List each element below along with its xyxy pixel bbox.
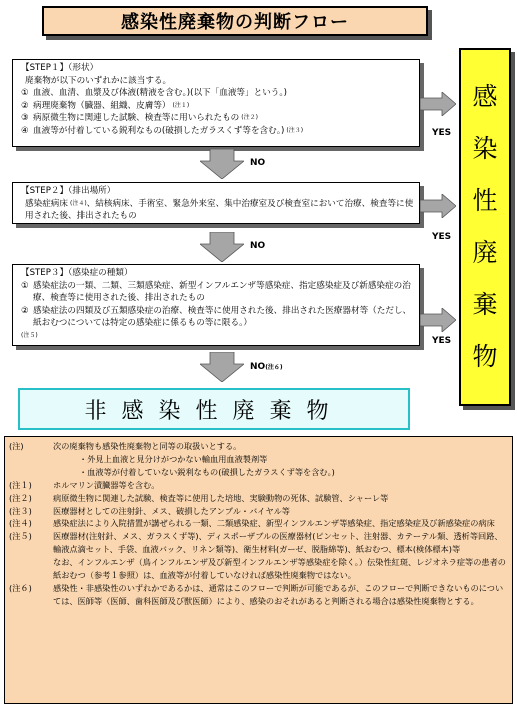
yes-label: YES	[432, 336, 452, 346]
down-arrow-icon	[200, 149, 244, 179]
infectious-char: 感	[472, 82, 498, 111]
step1-item: ④ 血液等が付着している鋭利なもの(破損したガラスくず等を含む。) (注３)	[21, 125, 304, 136]
non-infectious-waste-box: 非感染性廃棄物	[18, 388, 410, 430]
note-row: ・外見上血液と見分けがつかない輸血用血液製剤等	[79, 453, 268, 464]
step3-item: ① 感染症法の一類、二類、三類感染症、新型インフルエンザ等感染症、指定感染症及び新感染症の治療、検査等に使用された後、排出されたもの	[21, 280, 411, 304]
step3-note: (注５)	[21, 331, 38, 339]
step3-box	[12, 264, 420, 346]
step1-header: 【STEP１】（形状）	[21, 63, 99, 73]
step2-box	[12, 182, 420, 224]
note-row: なお、インフルエンザ（鳥インフルエンザ及び新型インフルエンザ等感染症を除く。）伝染性紅斑、レジオネラ症等の患者の紙おむつ（参考１参照）は、血液等が付着していなければ感染性廃棄物ではない。	[53, 557, 506, 581]
step2-text: 感染症病床 $^{(注4)}$、結核病床、手術室、緊急外来室、集中治療室及び検査室において治療、検査等に使用された後、排出されたもの	[25, 198, 414, 222]
note-row: (注) 次の廃棄物も感染性廃棄物と同等の取扱いとする。	[9, 441, 242, 451]
yes-label: YES	[432, 232, 452, 242]
infectious-char: 廃	[472, 238, 498, 267]
no-label: NO	[250, 241, 266, 251]
note-row: (注５) 医療器材(注射針、メス、ガラスくず等)、ディスポーザブルの医療器材(ピンセット、注射器、カテーテル類、透析等回路、輸液点滴セット、手袋、血液バック、リネン類等)、衛生材料(ガーゼ、脱脂綿等)、紙おむつ、標本(検体標本)等	[9, 531, 503, 555]
yes-label: YES	[432, 128, 452, 138]
step1-item: ① 血液、血清、血漿及び体液(精液を含む。)(以下「血液等」という。)	[21, 88, 288, 99]
no-label: $NO^{(注6)}$	[250, 362, 283, 372]
note-row: (注４) 感染症法により入院措置が講ぜられる一類、二類感染症、新型インフルエンザ等感染症、指定感染症及び新感染症の病床	[9, 518, 495, 529]
yes-arrow-icon	[420, 92, 456, 116]
yes-arrow-icon	[420, 308, 456, 332]
note-row: (注６) 感染性・非感染性のいずれかであるかは、通常はこのフローで判断が可能であるが、このフローで判断できないものについては、医師等（医師、歯科医師及び獣医師）により、感染のおそれがあると判断される場合は感染性廃棄物とする。	[9, 582, 504, 606]
step3-item: ② 感染症法の四類及び五類感染症の治療、検査等に使用された後、排出された医療器材等（ただし、紙おむつについては特定の感染症に係るもの等に限る。）	[21, 305, 412, 329]
note-row: (注１) ホルマリン漬臓器等を含む。	[9, 479, 160, 490]
infectious-char: 性	[472, 186, 498, 215]
page-title: 感染性廃棄物の判断フロー	[42, 6, 428, 36]
step1-lead: 廃棄物が以下のいずれかに該当する。	[25, 75, 172, 86]
note-row: ・血液等が付着していない鋭利なもの(破損したガラスくず等を含む。)	[79, 466, 335, 477]
no-label: NO	[250, 158, 266, 168]
step1-item: ③ 病原微生物に関連した試験、検査等に用いられたもの (注２)	[21, 113, 258, 124]
down-arrow-icon	[200, 232, 244, 262]
step1-box	[12, 59, 420, 147]
step3-header: 【STEP３】（感染症の種類）	[21, 268, 133, 278]
step2-header: 【STEP２】（排出場所）	[21, 186, 116, 196]
infectious-waste-box	[459, 48, 511, 406]
notes-panel	[4, 436, 513, 704]
infectious-char: 染	[472, 134, 498, 163]
infectious-char: 物	[472, 342, 498, 371]
step1-item: ② 病理廃棄物（臓器、組織、皮膚等） (注１)	[21, 100, 190, 111]
note-row: (注２) 病原微生物に関連した試験、検査等に使用した培地、実験動物の死体、試験管、シャーレ等	[9, 492, 389, 503]
yes-arrow-icon	[420, 194, 456, 218]
infectious-char: 棄	[472, 290, 498, 319]
down-arrow-icon	[200, 352, 244, 382]
note-row: (注３) 医療器材としての注射針、メス、破損したアンプル・バイヤル等	[9, 505, 290, 516]
